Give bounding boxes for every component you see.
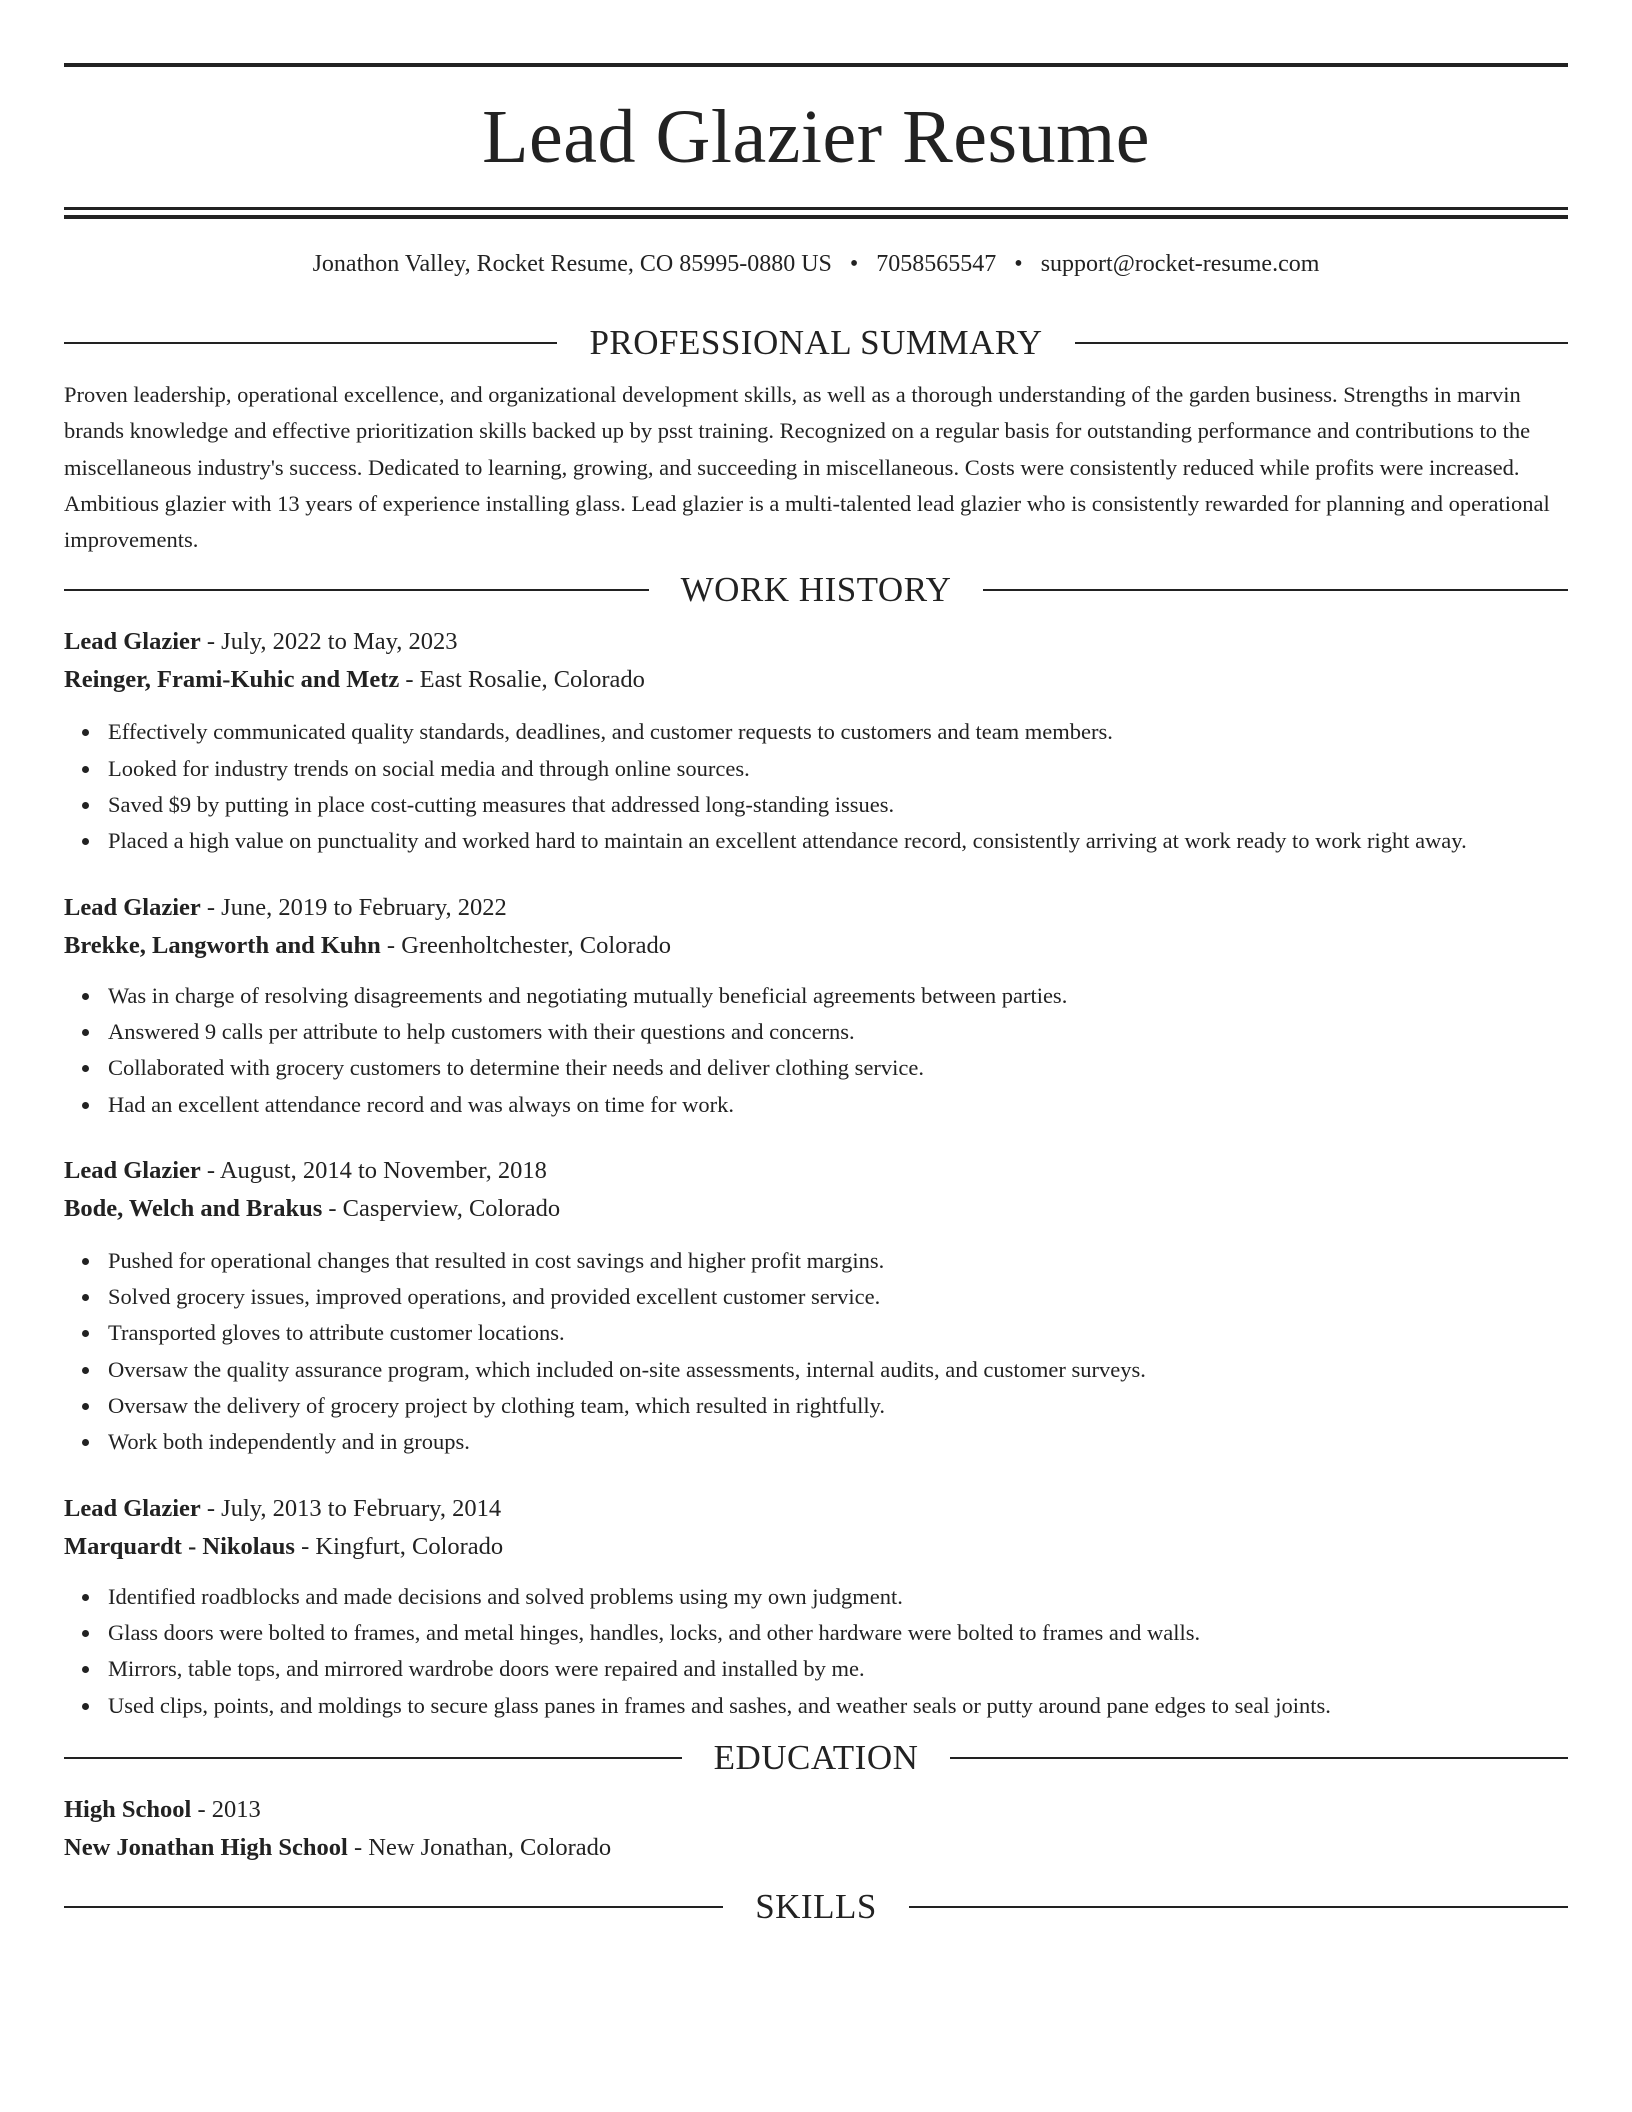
list-item: Mirrors, table tops, and mirrored wardrobe doors were repaired and installed by me.: [108, 1651, 1568, 1687]
education-school: New Jonathan High School: [64, 1833, 348, 1861]
job-title-line: [64, 890, 1568, 928]
job-location: - Greenholtchester, Colorado: [380, 931, 671, 959]
list-item: Transported gloves to attribute customer locations.: [108, 1315, 1568, 1351]
skills-heading: [64, 1887, 1568, 1927]
job-title: Lead Glazier: [64, 1156, 201, 1184]
list-item: Oversaw the delivery of grocery project by clothing team, which resulted in rightfully.: [108, 1388, 1568, 1424]
list-item: Looked for industry trends on social media and through online sources.: [108, 751, 1568, 787]
education-heading: [64, 1738, 1568, 1778]
job-dates: - July, 2013 to February, 2014: [200, 1494, 502, 1522]
skills-heading-label: SKILLS: [755, 1886, 877, 1926]
list-item: Used clips, points, and moldings to secure glass panes in frames and sashes, and weather seals or putty around pane edges to seal joints.: [108, 1688, 1568, 1724]
contact-address: Jonathon Valley, Rocket Resume, CO 85995-0880 US: [312, 251, 832, 277]
job-bullets: [64, 978, 1568, 1123]
list-item: Glass doors were bolted to frames, and metal hinges, handles, locks, and other hardware were bolted to frames and walls.: [108, 1615, 1568, 1651]
summary-heading: [64, 323, 1568, 363]
list-item: Oversaw the quality assurance program, which included on-site assessments, internal audits, and customer surveys.: [108, 1352, 1568, 1388]
job-bullets: [64, 714, 1568, 859]
job-entry: [64, 890, 1568, 1123]
job-company: Brekke, Langworth and Kuhn: [64, 931, 381, 959]
work-history-heading-label: WORK HISTORY: [680, 570, 952, 610]
job-company-line: [64, 662, 1568, 700]
education-heading-label: EDUCATION: [713, 1737, 919, 1777]
job-dates: - June, 2019 to February, 2022: [200, 893, 507, 921]
job-location: - East Rosalie, Colorado: [399, 666, 645, 694]
job-title-line: [64, 624, 1568, 662]
education-year: - 2013: [191, 1795, 261, 1823]
job-company: Marquardt - Nikolaus: [64, 1532, 295, 1560]
contact-phone: 7058565547: [876, 251, 997, 277]
work-history-heading: [64, 570, 1568, 610]
list-item: Pushed for operational changes that resulted in cost savings and higher profit margins.: [108, 1243, 1568, 1279]
contact-line: [64, 249, 1568, 279]
education-degree: High School: [64, 1795, 192, 1823]
contact-email: support@rocket-resume.com: [1040, 251, 1320, 277]
title-double-rule: [64, 207, 1568, 219]
education-school-line: [64, 1830, 1568, 1868]
job-bullets: [64, 1579, 1568, 1724]
summary-heading-label: PROFESSIONAL SUMMARY: [589, 323, 1043, 362]
list-item: Identified roadblocks and made decisions and solved problems using my own judgment.: [108, 1579, 1568, 1615]
job-title: Lead Glazier: [64, 893, 201, 921]
job-entry: [64, 1491, 1568, 1724]
job-title: Lead Glazier: [64, 628, 201, 656]
contact-separator: •: [849, 251, 859, 277]
job-entry: [64, 624, 1568, 859]
contact-separator: •: [1014, 251, 1023, 277]
job-title: Lead Glazier: [64, 1494, 201, 1522]
job-company: Bode, Welch and Brakus: [64, 1194, 323, 1222]
job-company-line: [64, 1191, 1568, 1229]
list-item: Saved $9 by putting in place cost-cutting measures that addressed long-standing issues.: [108, 787, 1568, 823]
resume-title: Lead Glazier Resume: [482, 95, 1150, 179]
education-location: - New Jonathan, Colorado: [347, 1833, 612, 1861]
list-item: Solved grocery issues, improved operations, and provided excellent customer service.: [108, 1279, 1568, 1315]
education-degree-line: [64, 1792, 1568, 1830]
job-entry: [64, 1153, 1568, 1461]
job-location: - Casperview, Colorado: [322, 1194, 561, 1222]
job-bullets: [64, 1243, 1568, 1461]
list-item: Work both independently and in groups.: [108, 1424, 1568, 1460]
list-item: Collaborated with grocery customers to determine their needs and deliver clothing service.: [108, 1050, 1568, 1086]
job-title-line: [64, 1153, 1568, 1191]
job-location: - Kingfurt, Colorado: [294, 1532, 504, 1560]
job-company-line: [64, 1529, 1568, 1567]
list-item: Placed a high value on punctuality and worked hard to maintain an excellent attendance record, consistently arriving at work ready to work right away.: [108, 823, 1568, 859]
job-company: Reinger, Frami-Kuhic and Metz: [64, 666, 400, 694]
list-item: Effectively communicated quality standards, deadlines, and customer requests to customers and team members.: [108, 714, 1568, 750]
job-dates: - July, 2022 to May, 2023: [200, 628, 458, 656]
education-entry: [64, 1792, 1568, 1868]
job-dates: - August, 2014 to November, 2018: [200, 1156, 547, 1184]
job-company-line: [64, 928, 1568, 966]
list-item: Had an excellent attendance record and was always on time for work.: [108, 1087, 1568, 1123]
job-title-line: [64, 1491, 1568, 1529]
list-item: Answered 9 calls per attribute to help customers with their questions and concerns.: [108, 1014, 1568, 1050]
list-item: Was in charge of resolving disagreements and negotiating mutually beneficial agreements between parties.: [108, 978, 1568, 1014]
summary-text: Proven leadership, operational excellence, and organizational development skills, as well as a thorough understanding of the garden business. Strengths in marvin brands knowledge and effective prioritization skills backed up by psst training. Recognized on a regular basis for outstanding performance and contributions to the miscellaneous industry's success. Dedicated to learning, growing, and succeeding in miscellaneous. Costs were consistently reduced while profits were increased. Ambitious glazier with 13 years of experience installing glass. Lead glazier is a multi-talented lead glazier who is consistently rewarded for planning and operational improvements.: [64, 382, 1550, 553]
